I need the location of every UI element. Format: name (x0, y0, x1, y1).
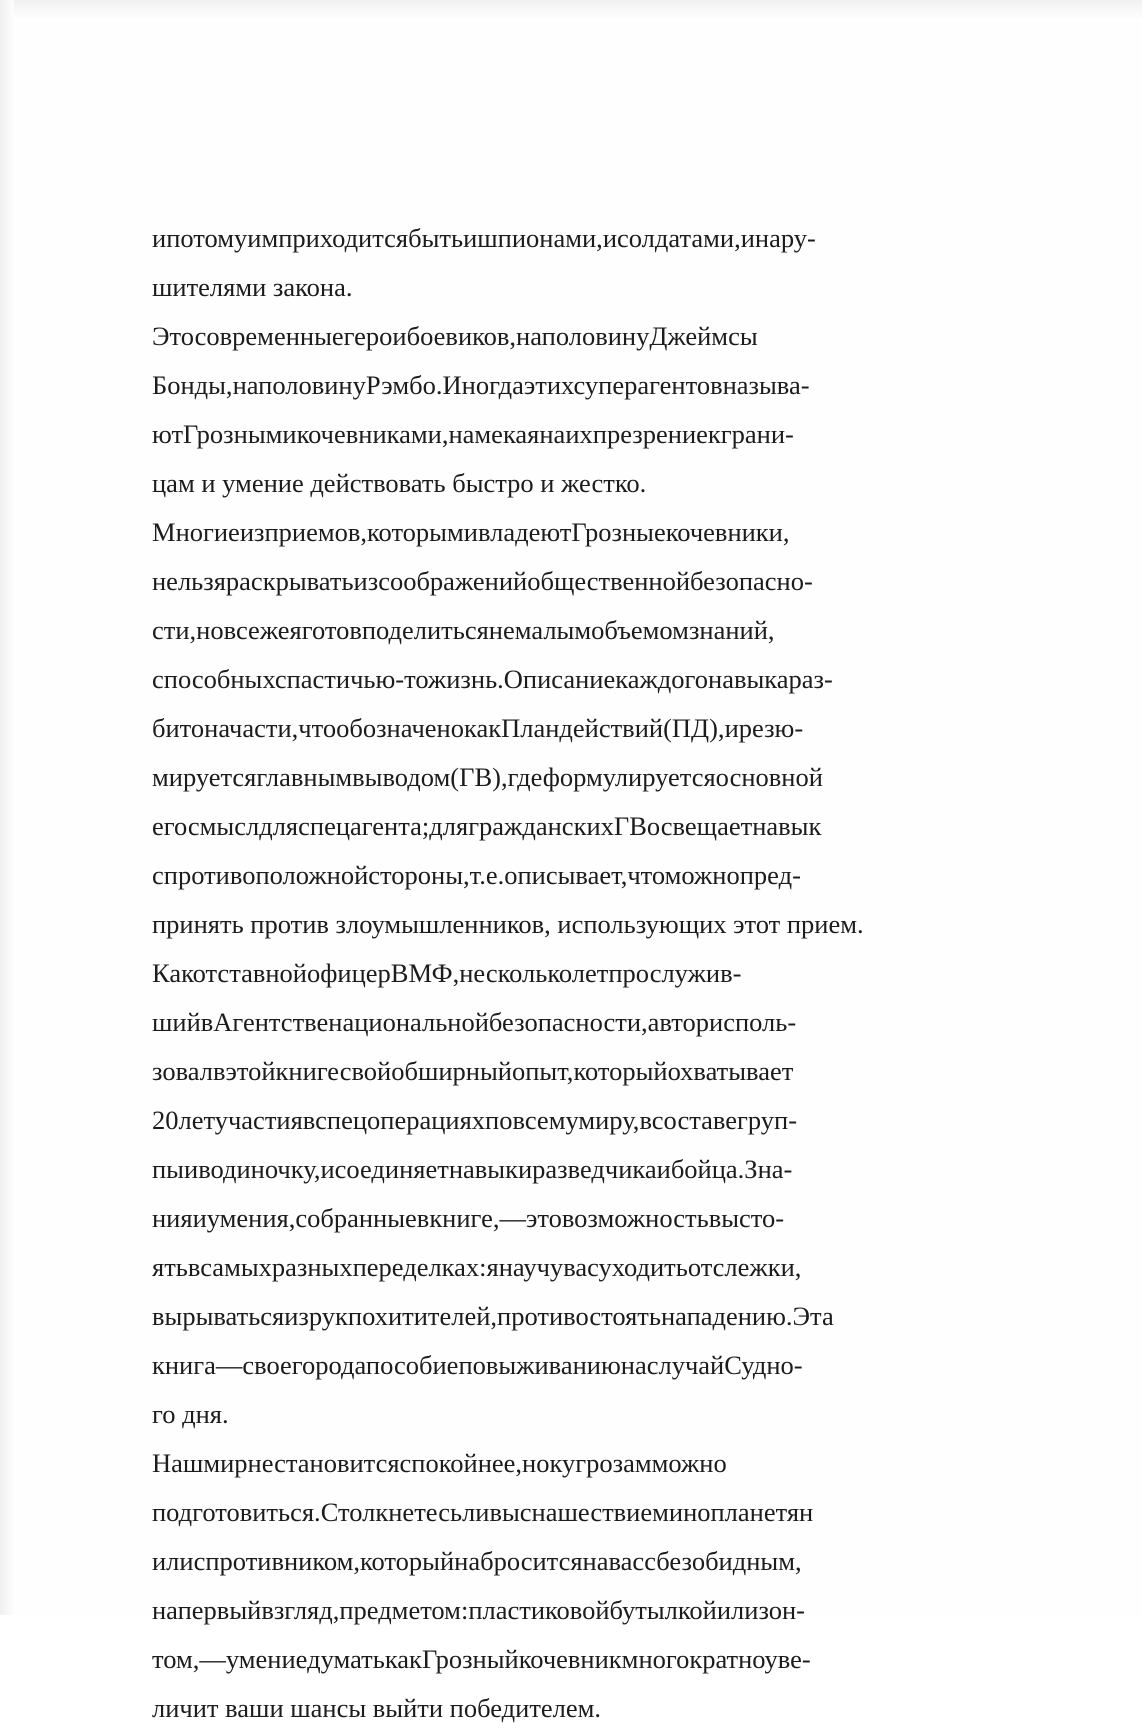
word: способных (152, 664, 275, 694)
word: исполь- (709, 1007, 797, 1037)
word: им (247, 223, 279, 253)
word: набросится (454, 1546, 583, 1576)
word: переделках: (352, 1252, 487, 1282)
word: в (198, 1154, 211, 1184)
word: на (152, 1595, 178, 1625)
word: с (152, 860, 164, 890)
word: но (522, 1448, 550, 1478)
word: первый (177, 1595, 262, 1625)
text-line (152, 1047, 970, 1096)
word: жизнь. (427, 664, 504, 694)
text-line (152, 557, 970, 606)
word: соединяет (334, 1154, 449, 1184)
word: угрозам (561, 1448, 652, 1478)
text-line: го дня. (152, 1399, 229, 1429)
word: навык (752, 811, 822, 841)
word: — (199, 1644, 226, 1674)
word: нельзя (152, 566, 226, 596)
word: я (486, 1252, 499, 1282)
text-line (152, 1488, 970, 1537)
text-line (152, 214, 970, 263)
word: сти, (152, 615, 197, 645)
word: который (573, 1056, 668, 1086)
word: раз- (788, 664, 833, 694)
word: Грозные (571, 517, 666, 547)
word: — (499, 1203, 526, 1233)
word: что (627, 860, 665, 890)
text-line: принять против злоумышленников, использующих этот прием. (152, 909, 864, 939)
word: Судно- (724, 1350, 803, 1380)
word: свой (339, 1056, 392, 1086)
word: их (565, 419, 593, 449)
word: с (193, 1546, 206, 1576)
word: суперагентов (573, 370, 723, 400)
word: возможность (561, 1203, 709, 1233)
word: Рэмбо. (365, 370, 443, 400)
word: в (302, 1105, 316, 1135)
word: своего (242, 1350, 316, 1380)
word: смысл (187, 811, 260, 841)
word: на (620, 1350, 647, 1380)
word: думать (307, 1644, 385, 1674)
word: знаний, (688, 615, 775, 645)
word: этих (523, 370, 574, 400)
word: владеют (477, 517, 572, 547)
paragraph (152, 1439, 970, 1733)
word: вырываться (152, 1301, 285, 1331)
word: и (724, 713, 739, 743)
word: слежки, (712, 1252, 802, 1282)
page-text-block (152, 214, 970, 1733)
word: которыми (367, 517, 478, 547)
word: где (507, 762, 543, 792)
word: раскрывать (225, 566, 354, 596)
word: немалым (488, 615, 592, 645)
paragraph (152, 508, 970, 949)
word: навыки (448, 1154, 533, 1184)
paragraph (152, 949, 970, 1439)
word: обширный (391, 1056, 512, 1086)
word: вас (608, 1546, 645, 1576)
word: становится (274, 1448, 400, 1478)
word: Описание (503, 664, 616, 694)
word: для (259, 811, 299, 841)
text-line (152, 410, 970, 459)
word: участия (214, 1105, 303, 1135)
word: Иногда (442, 370, 524, 400)
word: объемом (591, 615, 689, 645)
word: обозначено (336, 713, 464, 743)
word: умение (225, 1644, 308, 1674)
word: книга (152, 1350, 216, 1380)
word: главным (256, 762, 353, 792)
word: ли (462, 1497, 490, 1527)
word: презрение (592, 419, 708, 449)
word: научу (498, 1252, 564, 1282)
word: это (525, 1203, 562, 1233)
word: самых (200, 1252, 272, 1282)
word: противостоять (497, 1301, 661, 1331)
word: многократно (621, 1644, 765, 1674)
text-line (152, 1341, 970, 1390)
word: пы (152, 1154, 184, 1184)
word: грани- (720, 419, 794, 449)
word: чью-то (350, 664, 428, 694)
word: противником, (205, 1546, 360, 1576)
word: кочевник (518, 1644, 622, 1674)
word: мир (203, 1448, 248, 1478)
word: который (360, 1546, 455, 1576)
word: для (429, 811, 469, 841)
word: несколько (459, 958, 572, 988)
word: описывает, (504, 860, 628, 890)
word: от (687, 1252, 713, 1282)
word: Наш (152, 1448, 204, 1478)
word: бито (152, 713, 205, 743)
word: кочевники, (665, 517, 790, 547)
word: ять (152, 1252, 188, 1282)
word: же (259, 615, 290, 645)
word: нападению. (660, 1301, 793, 1331)
word: пред- (739, 860, 801, 890)
word: безобидным, (656, 1546, 802, 1576)
word: не (247, 1448, 275, 1478)
word: умения, (206, 1203, 296, 1233)
word: и (192, 1203, 207, 1233)
word: составе (651, 1105, 738, 1135)
word: я (289, 615, 302, 645)
word: всему (512, 1105, 579, 1135)
word: что (298, 713, 337, 743)
word: общественной (527, 566, 691, 596)
word: и (602, 223, 617, 253)
word: книге, (429, 1203, 500, 1233)
text-line (152, 1537, 970, 1586)
text-line (152, 508, 970, 557)
word: высто- (708, 1203, 785, 1233)
word: пособие (365, 1350, 459, 1380)
word: мируется (152, 762, 257, 792)
word: намекая (448, 419, 540, 449)
word: лет (178, 1105, 215, 1135)
word: зон- (758, 1595, 806, 1625)
word: спецагента; (298, 811, 430, 841)
text-line (152, 312, 970, 361)
word: как (463, 713, 502, 743)
word: но (196, 615, 224, 645)
word: груп- (737, 1105, 798, 1135)
word: боевиков, (406, 321, 517, 351)
word: разведчика (532, 1154, 657, 1184)
text-line (152, 753, 970, 802)
word: спецоперациях (315, 1105, 486, 1135)
word: уходить (598, 1252, 688, 1282)
word: к (549, 1448, 562, 1478)
word: опыт, (511, 1056, 574, 1086)
word: как (384, 1644, 422, 1674)
word: гражданских (468, 811, 614, 841)
text-line (152, 1439, 970, 1488)
scan-edge-top (0, 0, 1142, 18)
word: ния (152, 1203, 193, 1233)
word: кочевниками, (296, 419, 449, 449)
word: в (416, 1203, 430, 1233)
word: бойца. (670, 1154, 745, 1184)
word: миру, (578, 1105, 640, 1135)
word: и (152, 223, 167, 253)
word: Бонды, (152, 370, 233, 400)
word: е. (485, 860, 505, 890)
text-line (152, 361, 970, 410)
word: быть (408, 223, 464, 253)
word: том, (152, 1644, 200, 1674)
word: или (716, 1595, 759, 1625)
word: Джеймсы (649, 321, 758, 351)
text-line: личит ваши шансы выйти победителем. (152, 1693, 602, 1723)
word: в (212, 1056, 226, 1086)
word: разных (271, 1252, 353, 1282)
word: в (187, 1252, 201, 1282)
word: Грозный (421, 1644, 519, 1674)
word: или (152, 1546, 194, 1576)
word: соображений (378, 566, 528, 596)
word: Как (152, 958, 193, 988)
word: можно (651, 1448, 727, 1478)
word: одиночку, (210, 1154, 321, 1184)
text-line (152, 998, 970, 1047)
word: взгляд, (261, 1595, 340, 1625)
word: ший (152, 1007, 201, 1037)
word: герои (343, 321, 407, 351)
word: рук (308, 1301, 348, 1331)
text-line (152, 655, 970, 704)
text-line (152, 1096, 970, 1145)
word: 20 (152, 1105, 179, 1135)
word: безопасно- (690, 566, 813, 596)
word: на (539, 419, 566, 449)
word: освещает (646, 811, 753, 841)
word: современные (194, 321, 344, 351)
word: охватывает (667, 1056, 794, 1086)
word: План (501, 713, 560, 743)
word: бутылкой (609, 1595, 717, 1625)
word: каждого (615, 664, 709, 694)
word: в (639, 1105, 652, 1135)
word: и (463, 223, 478, 253)
word: спасти (274, 664, 351, 694)
word: солдатами, (617, 223, 741, 253)
word: на (204, 713, 230, 743)
word: приемов, (264, 517, 368, 547)
word: и (320, 1154, 335, 1184)
word: к (707, 419, 721, 449)
word: и (656, 1154, 671, 1184)
text-line: цам и умение действовать быстро и жестко. (152, 468, 647, 498)
word: поделиться (361, 615, 489, 645)
word: этой (225, 1056, 276, 1086)
word: (ГВ), (450, 762, 508, 792)
word: Агентстве (213, 1007, 329, 1037)
word: его (152, 811, 188, 841)
word: шпионами, (477, 223, 603, 253)
word: лет (571, 958, 609, 988)
word: — (215, 1350, 243, 1380)
word: случай (646, 1350, 725, 1380)
word: стороны, (368, 860, 470, 890)
text-line (152, 704, 970, 753)
word: части, (229, 713, 299, 743)
word: основной (715, 762, 823, 792)
word: с (519, 1497, 532, 1527)
word: по (485, 1105, 513, 1135)
word: офицер (306, 958, 391, 988)
word: навыка (708, 664, 789, 694)
word: на (582, 1546, 609, 1576)
word: т. (469, 860, 486, 890)
word: Многие (152, 517, 240, 547)
word: уве- (764, 1644, 811, 1674)
word: ют (152, 419, 184, 449)
word: предметом: (339, 1595, 469, 1625)
text-line (152, 949, 970, 998)
word: можно (664, 860, 740, 890)
word: называ- (722, 370, 810, 400)
text-line (152, 851, 970, 900)
text-line (152, 802, 970, 851)
word: действий (559, 713, 664, 743)
word: вы (489, 1497, 520, 1527)
word: противоположной (163, 860, 369, 890)
word: собранные (295, 1203, 417, 1233)
word: ВМФ, (390, 958, 460, 988)
word: наполовину (516, 321, 650, 351)
paragraph (152, 312, 970, 508)
word: с (644, 1546, 657, 1576)
word: отставной (192, 958, 307, 988)
word: похитителей, (347, 1301, 498, 1331)
text-line (152, 1194, 970, 1243)
word: в (200, 1007, 214, 1037)
word: выживанию (485, 1350, 621, 1380)
word: формулируется (542, 762, 716, 792)
word: потому (166, 223, 248, 253)
word: Столкнетесь (320, 1497, 463, 1527)
text-line (152, 1243, 970, 1292)
word: наполовину (232, 370, 366, 400)
word: рода (315, 1350, 366, 1380)
word: национальной (328, 1007, 489, 1037)
word: (ПД), (663, 713, 725, 743)
text-line (152, 1292, 970, 1341)
text-line (152, 606, 970, 655)
text-line (152, 1145, 970, 1194)
word: Зна- (744, 1154, 793, 1184)
word: ГВ (613, 811, 647, 841)
word: по (458, 1350, 486, 1380)
word: из (284, 1301, 309, 1331)
word: спокойнее, (399, 1448, 523, 1478)
word: Это (152, 321, 195, 351)
word: прослужив- (608, 958, 742, 988)
word: все (223, 615, 260, 645)
word: готов (301, 615, 362, 645)
word: выводом (352, 762, 451, 792)
word: вас (563, 1252, 599, 1282)
word: из (239, 517, 265, 547)
word: Грозными (183, 419, 297, 449)
word: резю- (738, 713, 804, 743)
word: и (184, 1154, 199, 1184)
word: приходится (278, 223, 409, 253)
word: нашествием (531, 1497, 669, 1527)
text-line: шителями закона. (152, 272, 353, 302)
word: инопланетян (668, 1497, 814, 1527)
paragraph (152, 214, 970, 312)
word: автор (647, 1007, 710, 1037)
word: нару- (754, 223, 816, 253)
word: Эта (792, 1301, 834, 1331)
word: и (740, 223, 755, 253)
scan-edge-left (0, 0, 14, 1615)
word: пластиковой (468, 1595, 610, 1625)
word: безопасности, (488, 1007, 648, 1037)
word: подготовиться. (152, 1497, 321, 1527)
text-line (152, 1586, 970, 1635)
word: из (353, 566, 379, 596)
word: зовал (152, 1056, 213, 1086)
word: книге (275, 1056, 340, 1086)
text-line (152, 1635, 970, 1684)
